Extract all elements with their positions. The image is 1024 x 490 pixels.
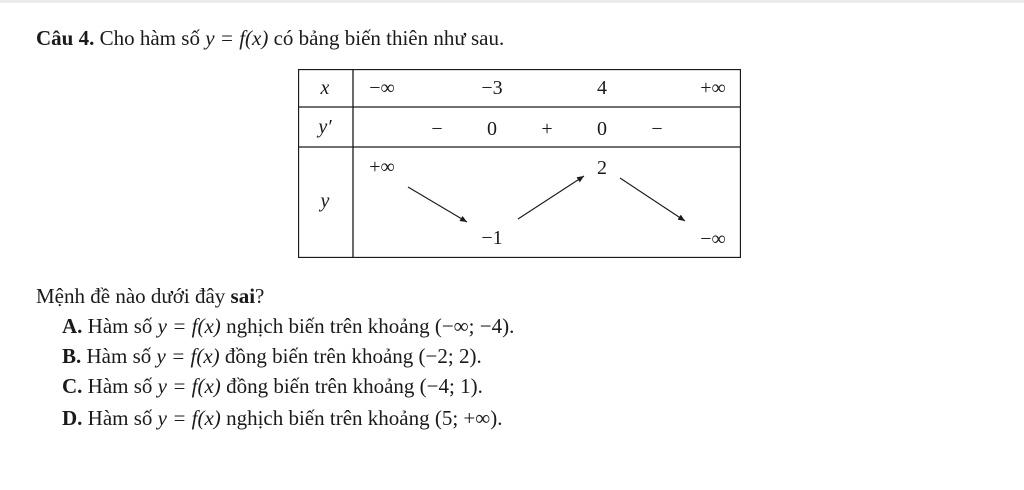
question-line	[36, 26, 504, 51]
option-letter: D.	[62, 406, 83, 430]
option-letter: B.	[62, 344, 82, 368]
row-label-x: x	[320, 77, 330, 99]
x-value-minus-3: −3	[481, 77, 503, 99]
yprime-sign-3: −	[651, 118, 663, 140]
option-a[interactable]	[62, 314, 514, 339]
option-before: Hàm số	[87, 374, 153, 398]
y-value-minimum: −1	[481, 227, 503, 249]
question-function: y = f(x)	[205, 26, 269, 50]
y-value-plus-infinity: +∞	[369, 156, 395, 178]
row-label-y: y	[320, 190, 330, 212]
option-function: y = f(x)	[156, 344, 220, 368]
table-grid	[298, 69, 741, 258]
prompt-emphasis: sai	[230, 284, 256, 308]
y-value-minus-infinity: −∞	[700, 228, 726, 250]
table-border	[299, 70, 741, 258]
yprime-sign-2: +	[541, 118, 553, 140]
option-text: đồng biến trên khoảng (−4; 1).	[226, 374, 483, 398]
option-letter: A.	[62, 314, 83, 338]
option-before: Hàm số	[87, 406, 153, 430]
option-function: y = f(x)	[157, 374, 221, 398]
question-text-before: Cho hàm số	[99, 26, 200, 50]
x-value-plus-infinity: +∞	[700, 77, 726, 99]
arrow-increase	[518, 176, 584, 219]
yprime-zero-2: 0	[597, 118, 607, 140]
option-text: nghịch biến trên khoảng (−∞; −4).	[226, 314, 515, 338]
option-text: đồng biến trên khoảng (−2; 2).	[224, 344, 482, 368]
option-before: Hàm số	[86, 344, 152, 368]
arrow-decrease-2	[620, 178, 685, 221]
yprime-zero-1: 0	[487, 118, 497, 140]
x-value-minus-infinity: −∞	[369, 77, 395, 99]
option-function: y = f(x)	[157, 314, 221, 338]
arrow-decrease-1	[408, 187, 467, 222]
question-label: Câu 4.	[36, 26, 95, 50]
option-function: y = f(x)	[157, 406, 221, 430]
option-c[interactable]	[62, 374, 483, 399]
row-label-yprime: y′	[318, 116, 332, 138]
option-b[interactable]	[62, 344, 482, 369]
prompt-text: Mệnh đề nào dưới đây	[36, 284, 226, 308]
option-d[interactable]	[62, 406, 502, 431]
question-text-after: có bảng biến thiên như sau.	[273, 26, 505, 50]
x-value-4: 4	[597, 77, 607, 99]
prompt-end: ?	[255, 284, 265, 308]
yprime-sign-1: −	[431, 118, 443, 140]
variation-table	[298, 69, 741, 258]
top-edge	[0, 0, 1024, 3]
option-letter: C.	[62, 374, 83, 398]
y-value-maximum: 2	[597, 157, 607, 179]
option-text: nghịch biến trên khoảng (5; +∞).	[226, 406, 503, 430]
option-before: Hàm số	[87, 314, 153, 338]
question-prompt	[36, 284, 264, 309]
